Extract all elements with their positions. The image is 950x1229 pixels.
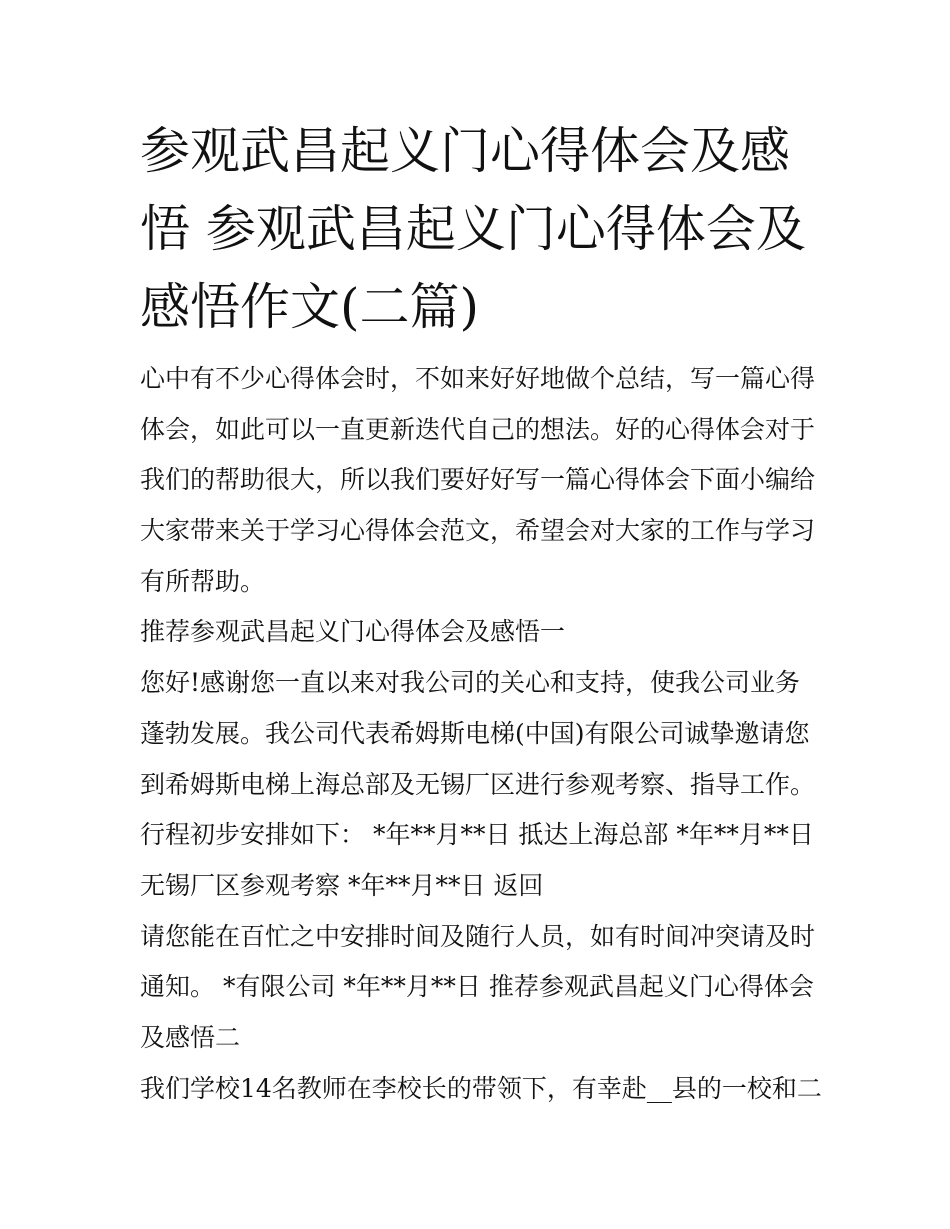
section-heading: 推荐参观武昌起义门心得体会及感悟一 — [140, 617, 566, 647]
body-text-line: 体会，如此可以一直更新迭代自己的想法。好的心得体会对于 — [140, 414, 816, 444]
title-line: 感悟作文(二篇) — [140, 278, 480, 336]
document-title — [140, 112, 830, 346]
body-text-line: 蓬勃发展。我公司代表希姆斯电梯(中国)有限公司诚挚邀请您 — [140, 718, 810, 748]
body-text-line: 行程初步安排如下： *年**月**日 抵达上海总部 *年**月**日 — [140, 820, 814, 850]
body-text-line: 到希姆斯电梯上海总部及无锡厂区进行参观考察、指导工作。 — [140, 769, 816, 799]
title-line: 悟 参观武昌起义门心得体会及 — [140, 200, 806, 258]
body-text-line: 及感悟二 — [140, 1022, 241, 1052]
body-text-line: 您好!感谢您一直以来对我公司的关心和支持，使我公司业务 — [140, 668, 801, 698]
body-text-line: 心中有不少心得体会时，不如来好好地做个总结，写一篇心得 — [140, 364, 816, 393]
body-text-line: 大家带来关于学习心得体会范文，希望会对大家的工作与学习 — [140, 516, 816, 546]
title-line: 参观武昌起义门心得体会及感 — [140, 122, 790, 180]
document-body — [140, 354, 830, 1114]
body-text-line: 无锡厂区参观考察 *年**月**日 返回 — [140, 870, 544, 900]
body-text-line: 通知。 *有限公司 *年**月**日 推荐参观武昌起义门心得体会 — [140, 972, 814, 1002]
body-text-line: 有所帮助。 — [140, 566, 266, 596]
body-text-line: 请您能在百忙之中安排时间及随行人员，如有时间冲突请及时 — [140, 921, 816, 951]
body-text-line: 我们的帮助很大，所以我们要好好写一篇心得体会下面小编给 — [140, 465, 816, 495]
body-text-line: 我们学校14名教师在李校长的带领下，有幸赴__县的一校和二 — [140, 1073, 822, 1103]
